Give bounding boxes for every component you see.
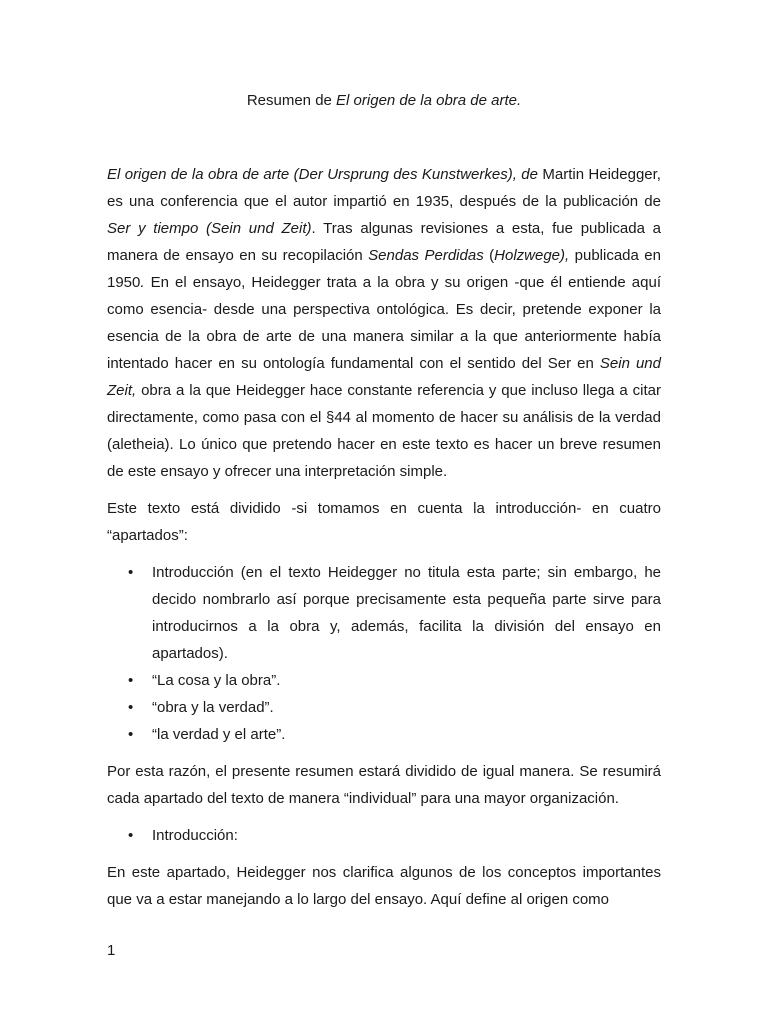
text-run: obra a la que Heidegger hace constante referencia y que incluso llega a citar directamente, como pasa con el §44 al momento de hacer su análisis de la verdad (aletheia). Lo único que pretendo hacer en este texto es hacer un breve resumen de este ensayo y ofrecer una interpretación simple.	[107, 382, 661, 480]
text-run: En el ensayo, Heidegger trata a la obra y su origen -que él entiende aquí como esencia- desde una perspectiva ontológica. Es decir, pretende exponer la esencia de la obra de arte de una manera similar a la que anteriormente había intentado hacer en su ontología fundamental con el sentido del Ser en	[107, 274, 661, 372]
text-run: . Tras algunas revisiones a esta, fue publicada a manera de ensayo en su recopilación	[107, 220, 662, 264]
text-run: Ser y tiempo (Sein und Zeit)	[107, 220, 312, 237]
paragraph-introduction-body: En este apartado, Heidegger nos clarifica algunos de los conceptos importantes que va a estar manejando a lo largo del ensayo. Aquí define al origen como	[107, 864, 661, 908]
document-page	[107, 0, 661, 1024]
bullet-icon: •	[128, 672, 134, 689]
list-item-text: “obra y la verdad”.	[152, 699, 274, 716]
paragraph-intro	[107, 161, 661, 485]
text-run: El origen de la obra de arte (Der Ursprung des Kunstwerkes), de	[107, 166, 538, 183]
bullet-icon: •	[128, 699, 134, 716]
document-body	[107, 161, 661, 913]
text-run: (	[483, 247, 495, 264]
list-item	[128, 559, 661, 667]
text-run: Martin Heidegger, es una conferencia que el autor impartió en 1935, después de la publicación de	[107, 166, 661, 210]
title-italic: El origen de la obra de arte.	[336, 92, 522, 109]
text-run: publicada en 1950	[107, 247, 661, 291]
list-item-text: “la verdad y el arte”.	[152, 726, 286, 743]
bullet-icon: •	[128, 827, 134, 844]
bullet-icon: •	[128, 726, 134, 743]
list-item	[128, 721, 661, 748]
text-run: .	[140, 274, 145, 291]
bullet-icon: •	[128, 564, 134, 581]
sections-list	[107, 559, 661, 748]
text-run: Holzwege),	[494, 247, 570, 264]
title-prefix: Resumen de	[246, 92, 337, 109]
list-item-text: “La cosa y la obra”.	[152, 672, 281, 689]
text-run: Sein und Zeit,	[107, 355, 661, 399]
text-run: Sendas Perdidas	[368, 247, 484, 264]
list-item	[128, 822, 661, 849]
paragraph-structure: Este texto está dividido -si tomamos en cuenta la introducción- en cuatro “apartados”:	[107, 500, 661, 544]
document-title	[107, 90, 661, 112]
paragraph-organization: Por esta razón, el presente resumen estará dividido de igual manera. Se resumirá cada apartado del texto de manera “individual” para una mayor organización.	[107, 763, 661, 807]
list-item	[128, 694, 661, 721]
section-heading-list	[107, 822, 661, 849]
list-item-text: Introducción:	[152, 827, 238, 844]
list-item-text: Introducción (en el texto Heidegger no titula esta parte; sin embargo, he decido nombrarlo así porque precisamente esta pequeña parte sirve para introducirnos a la obra y, además, facilita la división del ensayo en apartados).	[152, 564, 661, 662]
page-number: 1	[107, 942, 116, 959]
list-item	[128, 667, 661, 694]
